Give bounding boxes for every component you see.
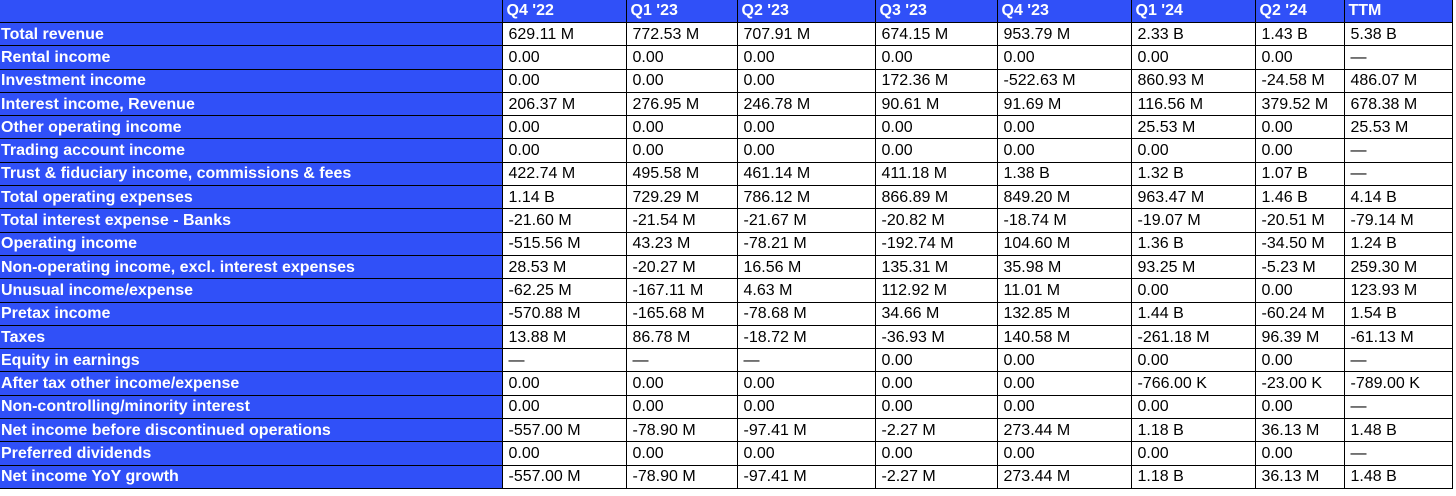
- value-cell: 0.00: [1131, 442, 1255, 465]
- value-cell: 0.00: [1255, 349, 1344, 372]
- value-cell: 16.56 M: [737, 255, 875, 278]
- value-cell: -261.18 M: [1131, 325, 1255, 348]
- value-cell: 112.92 M: [875, 279, 997, 302]
- value-cell: 34.66 M: [875, 302, 997, 325]
- value-cell: 0.00: [1131, 349, 1255, 372]
- value-cell: 0.00: [997, 395, 1131, 418]
- value-cell: -61.13 M: [1344, 325, 1452, 348]
- value-cell: -60.24 M: [1255, 302, 1344, 325]
- value-cell: 849.20 M: [997, 186, 1131, 209]
- value-cell: 411.18 M: [875, 162, 997, 185]
- table-row: [0, 442, 1452, 465]
- value-cell: 786.12 M: [737, 186, 875, 209]
- value-cell: 0.00: [502, 395, 626, 418]
- row-label: Preferred dividends: [0, 442, 502, 465]
- value-cell: -570.88 M: [502, 302, 626, 325]
- value-cell: 674.15 M: [875, 23, 997, 46]
- value-cell: 1.18 B: [1131, 465, 1255, 488]
- value-cell: 1.44 B: [1131, 302, 1255, 325]
- value-cell: 707.91 M: [737, 23, 875, 46]
- value-cell: -23.00 K: [1255, 372, 1344, 395]
- value-cell: 0.00: [1255, 139, 1344, 162]
- value-cell: -167.11 M: [626, 279, 737, 302]
- value-cell: 495.58 M: [626, 162, 737, 185]
- table-row: [0, 92, 1452, 115]
- value-cell: 13.88 M: [502, 325, 626, 348]
- table-row: [0, 162, 1452, 185]
- row-label: Operating income: [0, 232, 502, 255]
- value-cell: 90.61 M: [875, 92, 997, 115]
- column-header: Q2 '23: [737, 0, 875, 23]
- value-cell: -62.25 M: [502, 279, 626, 302]
- value-cell: -21.67 M: [737, 209, 875, 232]
- value-cell: 206.37 M: [502, 92, 626, 115]
- value-cell: —: [626, 349, 737, 372]
- value-cell: 0.00: [1255, 279, 1344, 302]
- value-cell: 678.38 M: [1344, 92, 1452, 115]
- value-cell: 629.11 M: [502, 23, 626, 46]
- value-cell: 273.44 M: [997, 465, 1131, 488]
- value-cell: -192.74 M: [875, 232, 997, 255]
- value-cell: 4.14 B: [1344, 186, 1452, 209]
- value-cell: 0.00: [875, 372, 997, 395]
- value-cell: —: [1344, 46, 1452, 69]
- value-cell: 2.33 B: [1131, 23, 1255, 46]
- row-label: Total interest expense - Banks: [0, 209, 502, 232]
- value-cell: 273.44 M: [997, 419, 1131, 442]
- row-label: Rental income: [0, 46, 502, 69]
- value-cell: —: [1344, 162, 1452, 185]
- value-cell: 866.89 M: [875, 186, 997, 209]
- value-cell: 0.00: [1255, 46, 1344, 69]
- value-cell: 132.85 M: [997, 302, 1131, 325]
- value-cell: 0.00: [1255, 442, 1344, 465]
- value-cell: -24.58 M: [1255, 69, 1344, 92]
- value-cell: 0.00: [737, 69, 875, 92]
- value-cell: 0.00: [1131, 279, 1255, 302]
- value-cell: 0.00: [997, 116, 1131, 139]
- value-cell: 772.53 M: [626, 23, 737, 46]
- value-cell: —: [1344, 442, 1452, 465]
- value-cell: 1.14 B: [502, 186, 626, 209]
- value-cell: 36.13 M: [1255, 465, 1344, 488]
- value-cell: -18.74 M: [997, 209, 1131, 232]
- value-cell: 1.48 B: [1344, 465, 1452, 488]
- column-header: TTM: [1344, 0, 1452, 23]
- table-row: [0, 116, 1452, 139]
- value-cell: 0.00: [737, 372, 875, 395]
- table-row: [0, 255, 1452, 278]
- value-cell: -97.41 M: [737, 419, 875, 442]
- table-row: [0, 325, 1452, 348]
- value-cell: 276.95 M: [626, 92, 737, 115]
- table-row: [0, 349, 1452, 372]
- value-cell: 0.00: [1255, 116, 1344, 139]
- table-row: [0, 209, 1452, 232]
- value-cell: 135.31 M: [875, 255, 997, 278]
- header-corner-cell: [0, 0, 502, 23]
- value-cell: 0.00: [626, 69, 737, 92]
- value-cell: -557.00 M: [502, 419, 626, 442]
- value-cell: 172.36 M: [875, 69, 997, 92]
- table-body: [0, 23, 1452, 489]
- value-cell: 0.00: [875, 46, 997, 69]
- value-cell: 0.00: [875, 349, 997, 372]
- value-cell: 5.38 B: [1344, 23, 1452, 46]
- value-cell: 0.00: [737, 442, 875, 465]
- value-cell: -18.72 M: [737, 325, 875, 348]
- value-cell: -78.68 M: [737, 302, 875, 325]
- value-cell: -21.60 M: [502, 209, 626, 232]
- value-cell: 0.00: [737, 116, 875, 139]
- table-row: [0, 372, 1452, 395]
- value-cell: -20.51 M: [1255, 209, 1344, 232]
- value-cell: 4.63 M: [737, 279, 875, 302]
- value-cell: 1.18 B: [1131, 419, 1255, 442]
- value-cell: 1.48 B: [1344, 419, 1452, 442]
- value-cell: -36.93 M: [875, 325, 997, 348]
- value-cell: 379.52 M: [1255, 92, 1344, 115]
- row-label: After tax other income/expense: [0, 372, 502, 395]
- value-cell: —: [1344, 395, 1452, 418]
- row-label: Total revenue: [0, 23, 502, 46]
- value-cell: 0.00: [875, 139, 997, 162]
- value-cell: 11.01 M: [997, 279, 1131, 302]
- column-header: Q4 '23: [997, 0, 1131, 23]
- value-cell: 0.00: [626, 442, 737, 465]
- value-cell: 246.78 M: [737, 92, 875, 115]
- value-cell: —: [1344, 139, 1452, 162]
- value-cell: -2.27 M: [875, 465, 997, 488]
- row-label: Unusual income/expense: [0, 279, 502, 302]
- value-cell: -79.14 M: [1344, 209, 1452, 232]
- value-cell: 422.74 M: [502, 162, 626, 185]
- value-cell: 93.25 M: [1131, 255, 1255, 278]
- value-cell: -78.90 M: [626, 465, 737, 488]
- value-cell: 0.00: [626, 46, 737, 69]
- value-cell: -21.54 M: [626, 209, 737, 232]
- table-row: [0, 302, 1452, 325]
- value-cell: 0.00: [1131, 46, 1255, 69]
- row-label: Investment income: [0, 69, 502, 92]
- table-row: [0, 395, 1452, 418]
- table-row: [0, 419, 1452, 442]
- value-cell: 116.56 M: [1131, 92, 1255, 115]
- column-header: Q3 '23: [875, 0, 997, 23]
- table-header: [0, 0, 1452, 23]
- value-cell: 25.53 M: [1131, 116, 1255, 139]
- value-cell: 25.53 M: [1344, 116, 1452, 139]
- table-row: [0, 186, 1452, 209]
- value-cell: 461.14 M: [737, 162, 875, 185]
- value-cell: 963.47 M: [1131, 186, 1255, 209]
- value-cell: 0.00: [997, 139, 1131, 162]
- row-label: Net income YoY growth: [0, 465, 502, 488]
- value-cell: 0.00: [997, 46, 1131, 69]
- value-cell: 96.39 M: [1255, 325, 1344, 348]
- value-cell: 43.23 M: [626, 232, 737, 255]
- value-cell: 0.00: [997, 442, 1131, 465]
- value-cell: 0.00: [737, 46, 875, 69]
- value-cell: 0.00: [1131, 395, 1255, 418]
- row-label: Net income before discontinued operations: [0, 419, 502, 442]
- value-cell: 0.00: [1131, 139, 1255, 162]
- value-cell: 1.32 B: [1131, 162, 1255, 185]
- value-cell: 486.07 M: [1344, 69, 1452, 92]
- value-cell: —: [737, 349, 875, 372]
- row-label: Trading account income: [0, 139, 502, 162]
- row-label: Interest income, Revenue: [0, 92, 502, 115]
- value-cell: 140.58 M: [997, 325, 1131, 348]
- value-cell: -20.82 M: [875, 209, 997, 232]
- value-cell: -515.56 M: [502, 232, 626, 255]
- value-cell: 0.00: [875, 395, 997, 418]
- value-cell: —: [502, 349, 626, 372]
- value-cell: 123.93 M: [1344, 279, 1452, 302]
- value-cell: 86.78 M: [626, 325, 737, 348]
- value-cell: 0.00: [737, 139, 875, 162]
- value-cell: -34.50 M: [1255, 232, 1344, 255]
- table-row: [0, 465, 1452, 488]
- value-cell: 0.00: [626, 372, 737, 395]
- value-cell: 1.46 B: [1255, 186, 1344, 209]
- value-cell: -5.23 M: [1255, 255, 1344, 278]
- value-cell: —: [1344, 349, 1452, 372]
- column-header: Q2 '24: [1255, 0, 1344, 23]
- row-label: Non-operating income, excl. interest expenses: [0, 255, 502, 278]
- value-cell: -97.41 M: [737, 465, 875, 488]
- table-row: [0, 279, 1452, 302]
- column-header: Q1 '24: [1131, 0, 1255, 23]
- value-cell: -20.27 M: [626, 255, 737, 278]
- value-cell: 729.29 M: [626, 186, 737, 209]
- row-label: Total operating expenses: [0, 186, 502, 209]
- value-cell: 1.43 B: [1255, 23, 1344, 46]
- value-cell: -78.90 M: [626, 419, 737, 442]
- value-cell: 0.00: [502, 69, 626, 92]
- value-cell: 35.98 M: [997, 255, 1131, 278]
- value-cell: 1.24 B: [1344, 232, 1452, 255]
- value-cell: 0.00: [626, 395, 737, 418]
- table-row: [0, 69, 1452, 92]
- column-header: Q4 '22: [502, 0, 626, 23]
- row-label: Taxes: [0, 325, 502, 348]
- value-cell: 91.69 M: [997, 92, 1131, 115]
- table-row: [0, 232, 1452, 255]
- value-cell: 0.00: [875, 442, 997, 465]
- value-cell: -766.00 K: [1131, 372, 1255, 395]
- value-cell: 0.00: [997, 372, 1131, 395]
- value-cell: 0.00: [875, 116, 997, 139]
- row-label: Non-controlling/minority interest: [0, 395, 502, 418]
- value-cell: -557.00 M: [502, 465, 626, 488]
- row-label: Trust & fiduciary income, commissions & fees: [0, 162, 502, 185]
- value-cell: 1.38 B: [997, 162, 1131, 185]
- value-cell: -2.27 M: [875, 419, 997, 442]
- value-cell: 104.60 M: [997, 232, 1131, 255]
- value-cell: 28.53 M: [502, 255, 626, 278]
- column-header: Q1 '23: [626, 0, 737, 23]
- value-cell: 0.00: [502, 442, 626, 465]
- value-cell: 0.00: [626, 139, 737, 162]
- value-cell: 0.00: [997, 349, 1131, 372]
- value-cell: 0.00: [1255, 395, 1344, 418]
- value-cell: 860.93 M: [1131, 69, 1255, 92]
- row-label: Pretax income: [0, 302, 502, 325]
- value-cell: 36.13 M: [1255, 419, 1344, 442]
- value-cell: 0.00: [626, 116, 737, 139]
- value-cell: 1.54 B: [1344, 302, 1452, 325]
- header-row: [0, 0, 1452, 23]
- table-row: [0, 139, 1452, 162]
- value-cell: 0.00: [502, 46, 626, 69]
- value-cell: -78.21 M: [737, 232, 875, 255]
- value-cell: 0.00: [502, 116, 626, 139]
- value-cell: -522.63 M: [997, 69, 1131, 92]
- value-cell: -789.00 K: [1344, 372, 1452, 395]
- table-row: [0, 23, 1452, 46]
- row-label: Equity in earnings: [0, 349, 502, 372]
- value-cell: 0.00: [737, 395, 875, 418]
- value-cell: 0.00: [502, 372, 626, 395]
- value-cell: 259.30 M: [1344, 255, 1452, 278]
- value-cell: 0.00: [502, 139, 626, 162]
- value-cell: 1.36 B: [1131, 232, 1255, 255]
- table-row: [0, 46, 1452, 69]
- value-cell: 953.79 M: [997, 23, 1131, 46]
- row-label: Other operating income: [0, 116, 502, 139]
- value-cell: 1.07 B: [1255, 162, 1344, 185]
- value-cell: -19.07 M: [1131, 209, 1255, 232]
- value-cell: -165.68 M: [626, 302, 737, 325]
